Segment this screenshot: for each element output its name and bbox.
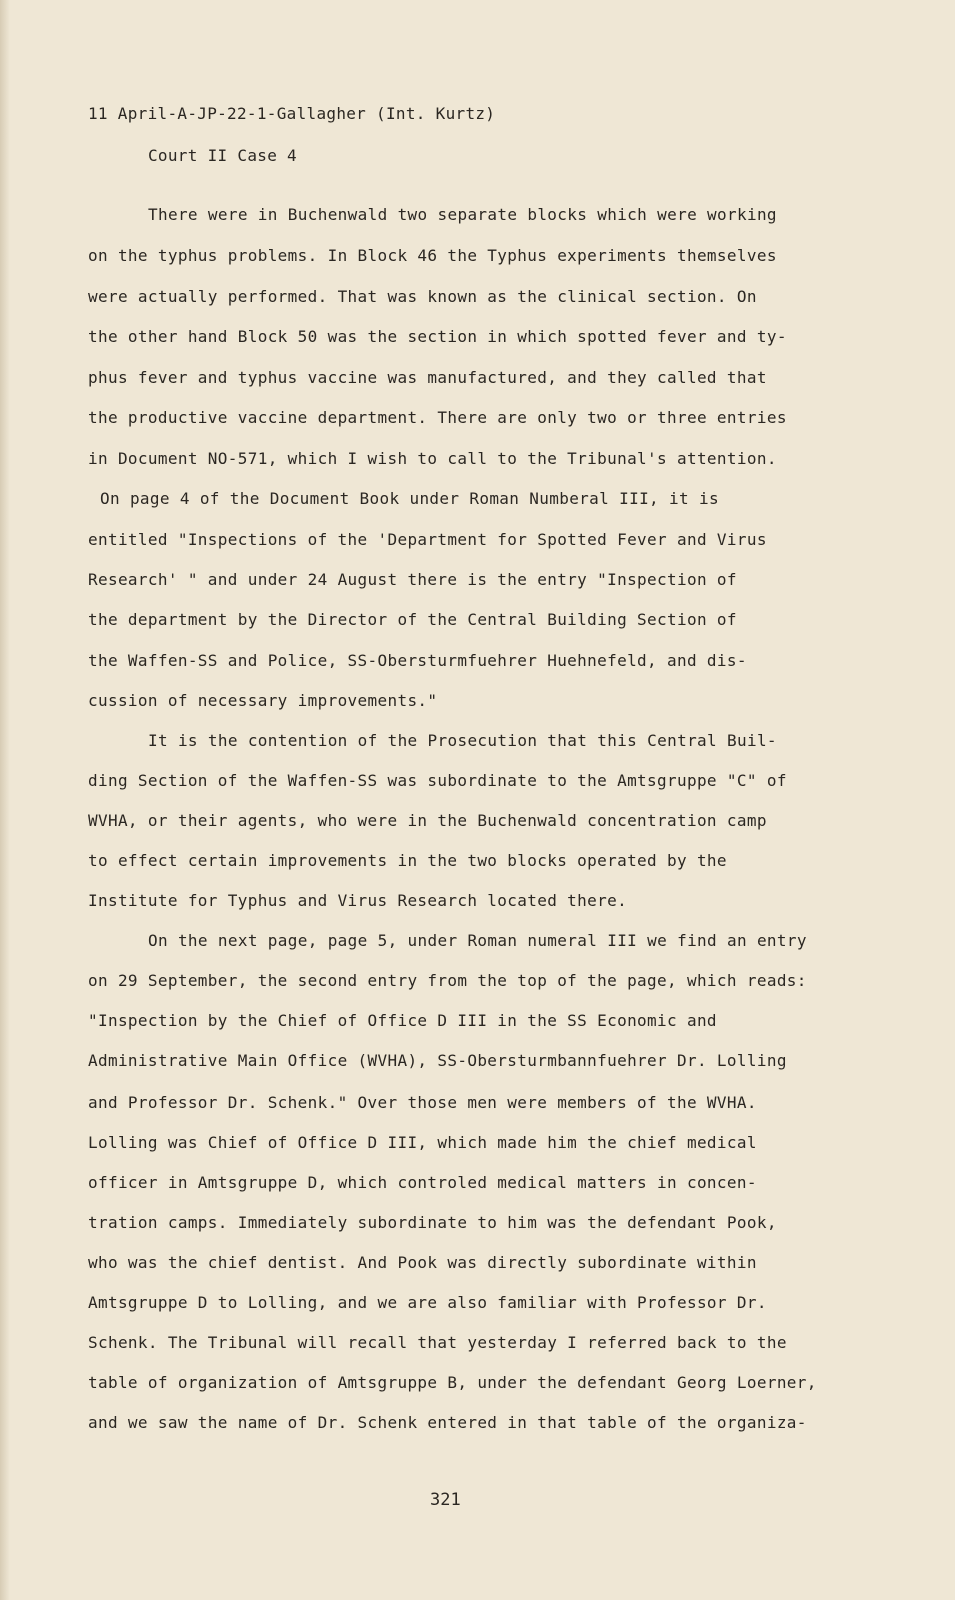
text-line: Amtsgruppe D to Lolling, and we are also familiar with Professor Dr. [88,1293,767,1312]
text-line: table of organization of Amtsgruppe B, under the defendant Georg Loerner, [88,1373,817,1392]
text-line: Institute for Typhus and Virus Research located there. [88,891,628,910]
text-line: WVHA, or their agents, who were in the Buchenwald concentration camp [88,811,767,830]
text-line: on the typhus problems. In Block 46 the Typhus experiments themselves [88,246,777,265]
text-line: There were in Buchenwald two separate blocks which were working [148,205,777,224]
text-line: ding Section of the Waffen-SS was subordinate to the Amtsgruppe "C" of [88,771,787,790]
text-line: tration camps. Immediately subordinate to him was the defendant Pook, [88,1213,777,1232]
text-line: entitled "Inspections of the 'Department for Spotted Fever and Virus [88,530,767,549]
text-line: who was the chief dentist. And Pook was directly subordinate within [88,1253,757,1272]
text-line: and Professor Dr. Schenk." Over those men were members of the WVHA. [88,1093,757,1112]
text-line: Schenk. The Tribunal will recall that yesterday I referred back to the [88,1333,787,1352]
text-line: officer in Amtsgruppe D, which controled medical matters in concen- [88,1173,757,1192]
text-line: to effect certain improvements in the two blocks operated by the [88,851,727,870]
court-case-label: Court II Case 4 [148,146,297,165]
text-line: Administrative Main Office (WVHA), SS-Obersturmbannfuehrer Dr. Lolling [88,1051,787,1070]
document-reference: 11 April-A-JP-22-1-Gallagher (Int. Kurtz) [88,104,496,123]
text-line: Research' " and under 24 August there is the entry "Inspection of [88,570,737,589]
text-line: the productive vaccine department. There are only two or three entries [88,408,787,427]
text-line: cussion of necessary improvements." [88,691,438,710]
text-line: were actually performed. That was known as the clinical section. On [88,287,757,306]
text-line: "Inspection by the Chief of Office D III in the SS Economic and [88,1011,717,1030]
text-line: phus fever and typhus vaccine was manufactured, and they called that [88,368,767,387]
text-line: It is the contention of the Prosecution that this Central Buil- [148,731,777,750]
text-line: and we saw the name of Dr. Schenk entered in that table of the organiza- [88,1413,807,1432]
text-line: On the next page, page 5, under Roman numeral III we find an entry [148,931,807,950]
text-line: On page 4 of the Document Book under Roman Numberal III, it is [100,489,719,508]
text-line: the department by the Director of the Central Building Section of [88,610,737,629]
text-line: the Waffen-SS and Police, SS-Obersturmfuehrer Huehnefeld, and dis- [88,651,747,670]
text-line: in Document NO-571, which I wish to call to the Tribunal's attention. [88,449,777,468]
text-line: the other hand Block 50 was the section in which spotted fever and ty- [88,327,787,346]
text-line: on 29 September, the second entry from the top of the page, which reads: [88,971,807,990]
page-number: 321 [430,1490,461,1510]
text-line: Lolling was Chief of Office D III, which made him the chief medical [88,1133,757,1152]
